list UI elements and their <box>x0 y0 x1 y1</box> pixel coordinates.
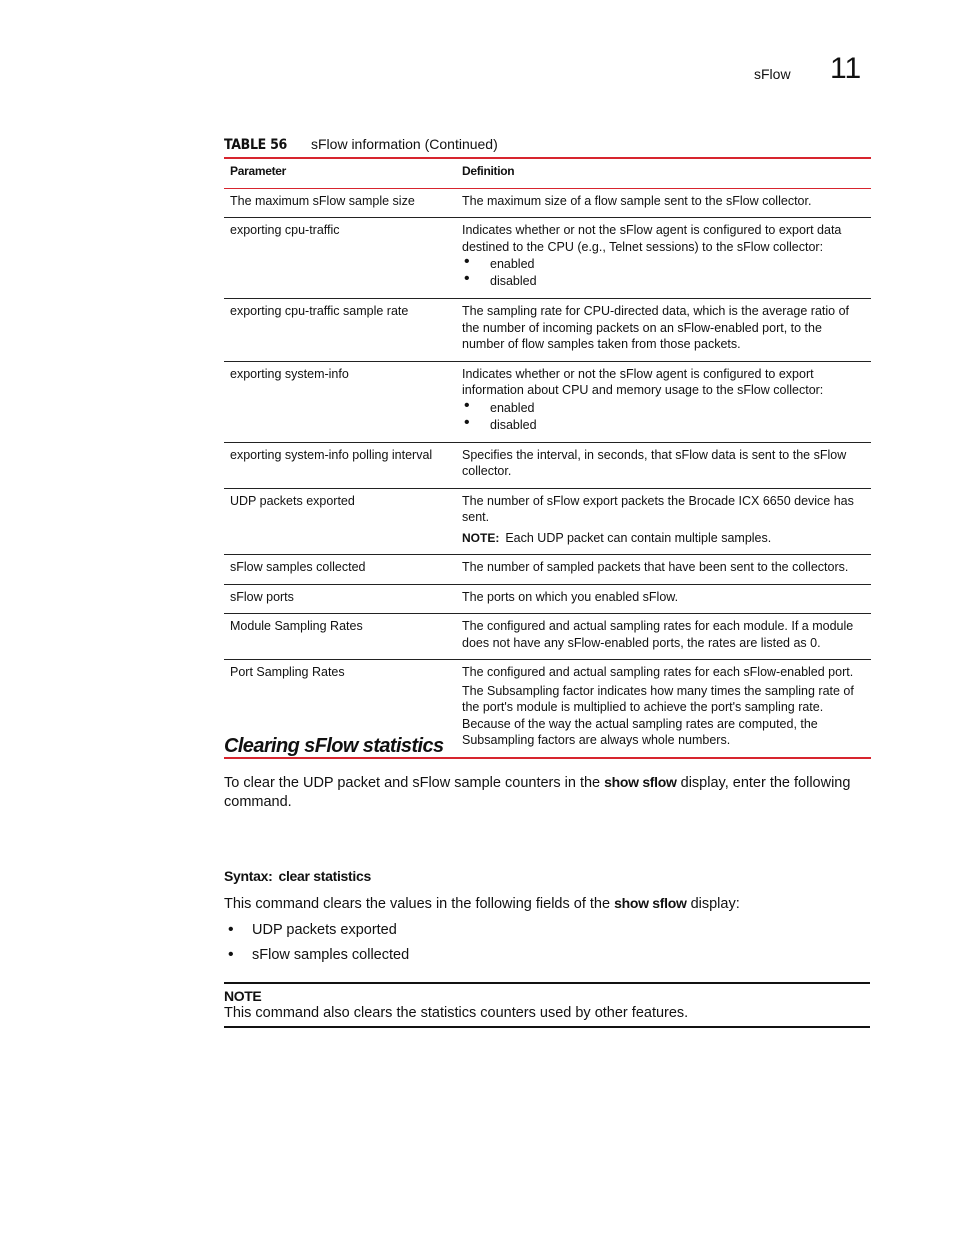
list-item: • disabled <box>462 273 865 290</box>
parameter-cell: exporting cpu-traffic sample rate <box>224 299 456 362</box>
intro-paragraph <box>224 773 870 812</box>
option-list <box>462 256 865 290</box>
definition-cell: The maximum size of a flow sample sent to the sFlow collector. <box>456 188 871 218</box>
sflow-info-table <box>224 157 871 759</box>
note-heading: NOTE <box>224 988 262 1004</box>
definition-cell: The configured and actual sampling rates for each module. If a module does not have any sFlow-enabled ports, the rates are listed as 0. <box>456 614 871 660</box>
table-label: TABLE 56 <box>224 137 287 153</box>
definition-cell: The sampling rate for CPU-directed data, which is the average ratio of the number of incoming packets on an sFlow-enabled port, to the number of flow samples taken from those packets. <box>456 299 871 362</box>
inline-note <box>462 530 865 547</box>
definition-cell <box>456 660 871 758</box>
parameter-cell: sFlow samples collected <box>224 555 456 585</box>
list-item: • enabled <box>462 400 865 417</box>
table-row <box>224 584 871 614</box>
table-row <box>224 299 871 362</box>
definition-text: The number of sFlow export packets the Brocade ICX 6650 device has sent. <box>462 493 854 524</box>
definition-text: The Subsampling factor indicates how many times the sampling rate of the port's module is multiplied to achieve the port's sampling rate. Because of the way the actual sampling rates are computed, the Subsampling factors are always whole numbers. <box>462 683 854 747</box>
note-text: This command also clears the statistics counters used by other features. <box>224 1005 689 1021</box>
list-item: • enabled <box>462 256 865 273</box>
table-row <box>224 361 871 442</box>
section-heading: Clearing sFlow statistics <box>224 735 444 757</box>
table-row <box>224 188 871 218</box>
parameter-cell: UDP packets exported <box>224 488 456 555</box>
definition-cell: The number of sampled packets that have been sent to the collectors. <box>456 555 871 585</box>
list-item: • sFlow samples collected <box>224 947 409 972</box>
clears-text: This command clears the values in the following fields of the <box>224 896 615 912</box>
syntax-line <box>224 868 371 884</box>
note-box <box>224 982 870 1028</box>
syntax-command: clear statistics <box>278 868 371 884</box>
chapter-number: 11 <box>830 52 862 85</box>
syntax-label: Syntax: <box>224 868 273 884</box>
parameter-cell: exporting cpu-traffic <box>224 218 456 299</box>
column-header-definition: Definition <box>456 158 871 188</box>
table-row <box>224 442 871 488</box>
definition-cell <box>456 361 871 442</box>
table-row <box>224 614 871 660</box>
definition-text: Indicates whether or not the sFlow agent is configured to export information about CPU and memory usage to the sFlow collector: <box>462 366 824 397</box>
clears-paragraph <box>224 894 870 914</box>
definition-text: Indicates whether or not the sFlow agent is configured to export data destined to the CPU (e.g., Telnet sessions) to the sFlow collector: <box>462 223 842 254</box>
parameter-cell: Port Sampling Rates <box>230 665 345 679</box>
option-list <box>462 400 865 434</box>
list-item: • UDP packets exported <box>224 922 409 947</box>
command-reference: show sflow <box>614 895 687 911</box>
parameter-cell: sFlow ports <box>224 584 456 614</box>
clears-text: display: <box>686 896 740 912</box>
column-header-parameter: Parameter <box>224 158 456 188</box>
intro-text: To clear the UDP packet and sFlow sample counters in the <box>224 775 605 791</box>
table-caption <box>224 136 498 153</box>
note-label: NOTE: <box>462 530 500 545</box>
definition-cell <box>456 218 871 299</box>
definition-cell: Specifies the interval, in seconds, that sFlow data is sent to the sFlow collector. <box>456 442 871 488</box>
table-title: sFlow information (Continued) <box>311 136 498 152</box>
definition-text: The configured and actual sampling rates for each sFlow-enabled port. <box>462 665 854 679</box>
definition-cell: The ports on which you enabled sFlow. <box>456 584 871 614</box>
note-text: Each UDP packet can contain multiple samples. <box>505 530 772 545</box>
cleared-fields-list <box>224 922 409 972</box>
table-row <box>224 218 871 299</box>
parameter-cell: Module Sampling Rates <box>224 614 456 660</box>
parameter-cell: exporting system-info <box>224 361 456 442</box>
list-item: • disabled <box>462 417 865 434</box>
page-header-section: sFlow <box>754 66 791 82</box>
intro-text: display, enter the following command. <box>224 775 851 810</box>
definition-cell <box>456 488 871 555</box>
parameter-cell: The maximum sFlow sample size <box>224 188 456 218</box>
table-header-row <box>224 158 871 188</box>
parameter-cell: exporting system-info polling interval <box>224 442 456 488</box>
table-row <box>224 555 871 585</box>
table-row <box>224 488 871 555</box>
command-reference: show sflow <box>604 774 677 790</box>
